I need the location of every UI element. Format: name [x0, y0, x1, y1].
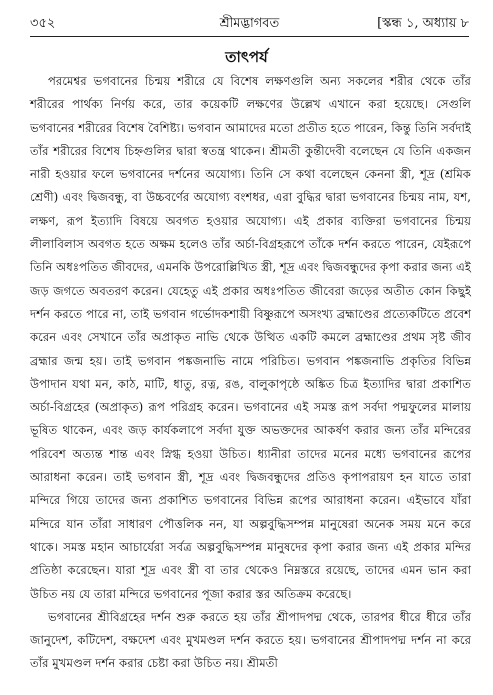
- body-text: [30, 70, 471, 676]
- page-number: ৩৫২: [30, 16, 56, 31]
- header-divider: [30, 36, 469, 37]
- chapter-reference: [স্কন্ধ ১, অধ্যায় ৮: [377, 16, 469, 31]
- book-title: শ্রীমদ্ভাগবত: [219, 16, 280, 31]
- page-header: [30, 14, 469, 36]
- paragraph-darshan: ভগবানের শ্রীবিগ্রহের দর্শন শুরু করতে হয় তাঁর শ্রীপাদপদ্ম থেকে, তারপর ধীরে ধীরে তাঁর জানুদেশ, কটিদেশ, বক্ষদেশ এবং মুখমণ্ডল দর্শন করতে হয়। ভগবানের শ্রীপাদপদ্ম দর্শন না করে তাঁর মুখমণ্ডল দর্শন করার চেষ্টা করা উচিত নয়। শ্রীমতী: [30, 609, 471, 671]
- section-title: তাৎপর্য: [225, 48, 268, 66]
- paragraph-purport: পরমেশ্বর ভগবানের চিন্ময় শরীরে যে বিশেষ লক্ষণগুলি অন্য সকলের শরীর থেকে তাঁর শরীরের পার্থক্য নির্ণয় করে, তার কয়েকটি লক্ষণের উল্লেখ এখানে করা হয়েছে। সেগুলি ভগবানের শরীরের বিশেষ বৈশিষ্ট্য। ভগবান আমাদের মতো প্রতীত হতে পারেন, কিন্তু তিনি সর্বদাই তাঁর শরীরের বিশেষ চিহ্নগুলির দ্বারা স্বতন্ত্র থাকেন। শ্রীমতী কুন্তীদেবী বলেছেন যে তিনি একজন নারী হওয়ার ফলে ভগবানের দর্শনের অযোগ্য। তিনি সে কথা বলেছেন কেননা স্ত্রী, শূদ্র (শ্রমিক শ্রেণী) এবং দ্বিজবন্ধু, বা উচ্চবর্ণের অযোগ্য বংশধর, এরা বুদ্ধির দ্বারা ভগবানের চিন্ময় নাম, যশ, লক্ষণ, রূপ ইত্যাদি বিষয়ে অবগত হওয়ার অযোগ্য। এই প্রকার ব্যক্তিরা ভগবানের চিন্ময় লীলাবিলাস অবগত হতে অক্ষম হলেও তাঁর অর্চা-বিগ্রহরূপে তাঁকে দর্শন করতে পারেন, যেইরূপে তিনি অধঃপতিত জীবদের, এমনকি উপরোল্লিখিত স্ত্রী, শূদ্র এবং দ্বিজবন্ধুদের কৃপা করার জন্য এই জড় জগতে অবতরণ করেন। যেহেতু এই প্রকার অধঃপতিত জীবেরা জড়ের অতীত কোন কিছুই দর্শন করতে পারে না, তাই ভগবান গর্ভোদকশায়ী বিষ্ণুরূপে অসংখ্য ব্রহ্মাণ্ডের প্রত্যেকটিতে প্রবেশ করেন এবং সেখানে তাঁর অপ্রাকৃত নাভি থেকে উত্থিত একটি কমলে ব্রহ্মাণ্ডের প্রথম সৃষ্ট জীব ব্রহ্মার জন্ম হয়। তাই ভগবান পঙ্কজনাভি নামে পরিচিত। ভগবান পঙ্কজনাভি প্রকৃতির বিভিন্ন উপাদান যথা মন, কাঠ, মাটি, ধাতু, রত্ন, রঙ, বালুকাপৃষ্ঠে অঙ্কিত চিত্র ইত্যাদির দ্বারা প্রকাশিত অর্চা-বিগ্রহের (অপ্রাকৃত) রূপ পরিগ্রহ করেন। ভগবানের এই সমস্ত রূপ সর্বদা পদ্মফুলের মালায় ভূষিত থাকেন, এবং জড় কার্যকলাপে সর্বদা যুক্ত অভক্তদের আকর্ষণ করার জন্য তাঁর মন্দিরের পরিবেশ অত্যন্ত শান্ত এবং স্নিগ্ধ হওয়া উচিত। ধ্যানীরা তাদের মনের মধ্যে ভগবানের রূপের আরাধনা করেন। তাই ভগবান স্ত্রী, শূদ্র এবং দ্বিজবন্ধুদের প্রতিও কৃপাপরায়ণ হন যাতে তারা মন্দিরে গিয়ে তাদের জন্য প্রকাশিত ভগবানের বিভিন্ন রূপের আরাধনা করেন। এইভাবে যাঁরা মন্দিরে যান তাঁরা সাধারণ পৌত্তলিক নন, যা অল্পবুদ্ধিসম্পন্ন মানুষেরা অনেক সময় মনে করে থাকে। সমস্ত মহান আচার্যেরা সর্বত্র অল্পবুদ্ধিসম্পন্ন মানুষদের কৃপা করার জন্য এই প্রকার মন্দির প্রতিষ্ঠা করেছেন। যারা শূদ্র এবং স্ত্রী বা তার থেকেও নিম্নস্তরে রয়েছে, তাদের এমন ভান করা উচিত নয় যে তারা মন্দিরে ভগবানের পূজা করার স্তর অতিক্রম করেছে।: [30, 74, 471, 601]
